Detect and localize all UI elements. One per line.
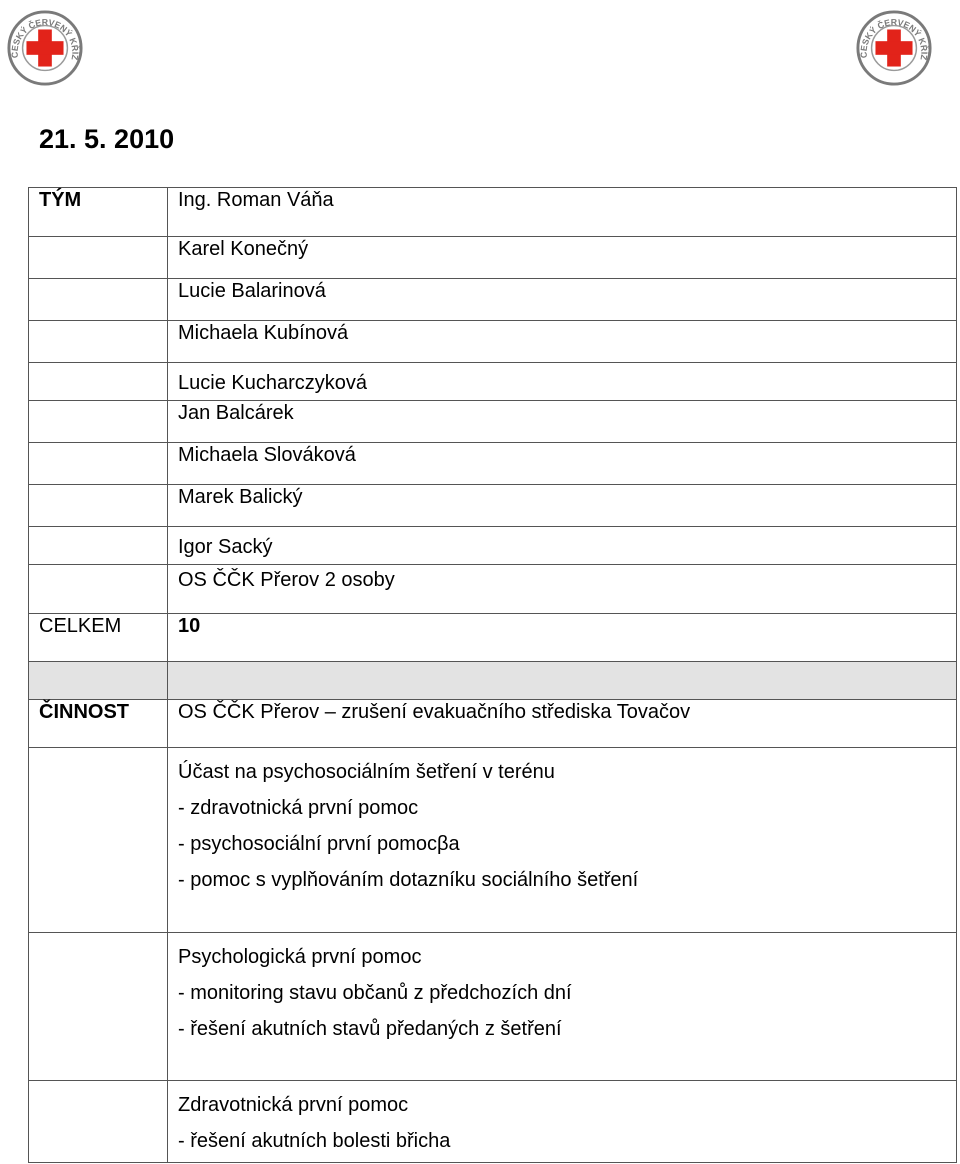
activity-line: Zdravotnická první pomoc	[178, 1094, 409, 1116]
team-member: OS ČČK Přerov 2 osoby	[168, 565, 957, 614]
team-member: Jan Balcárek	[168, 401, 957, 443]
team-member: Lucie Kucharczyková	[168, 363, 957, 401]
activity-label: ČINNOST	[29, 700, 168, 748]
report-table	[28, 187, 957, 1163]
total-value: 10	[168, 614, 957, 662]
activity-section	[168, 748, 957, 933]
separator-cell	[29, 662, 168, 700]
separator-cell	[168, 662, 957, 700]
team-member: Lucie Balarinová	[168, 279, 957, 321]
activity-line: Psychologická první pomoc	[178, 946, 422, 968]
activity-section	[168, 933, 957, 1081]
svg-text:ČESKÝ ČERVENÝ KŘÍŽ: ČESKÝ ČERVENÝ KŘÍŽ	[9, 17, 81, 61]
team-label: TÝM	[29, 188, 168, 237]
team-member: Michaela Kubínová	[168, 321, 957, 363]
activity-line: - zdravotnická první pomoc	[178, 797, 419, 819]
red-cross-logo-left	[6, 8, 84, 88]
report-date: 21. 5. 2010	[39, 124, 175, 154]
team-member: Marek Balický	[168, 485, 957, 527]
total-label: CELKEM	[29, 614, 168, 662]
activity-line: Účast na psychosociálním šetření v terénu	[178, 761, 555, 783]
svg-text:ČESKÝ ČERVENÝ KŘÍŽ: ČESKÝ ČERVENÝ KŘÍŽ	[858, 17, 930, 61]
activity-section	[168, 1081, 957, 1163]
team-member: Michaela Slováková	[168, 443, 957, 485]
activity-line: - psychosociální první pomocβa	[178, 833, 460, 855]
activity-line: - monitoring stavu občanů z předchozích dní	[178, 982, 572, 1004]
activity-line: - řešení akutních bolesti břicha	[178, 1130, 451, 1152]
team-member: Igor Sacký	[168, 527, 957, 565]
team-member: Karel Konečný	[168, 237, 957, 279]
team-member: Ing. Roman Váňa	[168, 188, 957, 237]
activity-line: - pomoc s vyplňováním dotazníku sociálního šetření	[178, 869, 639, 891]
red-cross-logo-right	[855, 8, 933, 88]
activity-title: OS ČČK Přerov – zrušení evakuačního střediska Tovačov	[168, 700, 957, 748]
activity-line: - řešení akutních stavů předaných z šetření	[178, 1018, 562, 1040]
